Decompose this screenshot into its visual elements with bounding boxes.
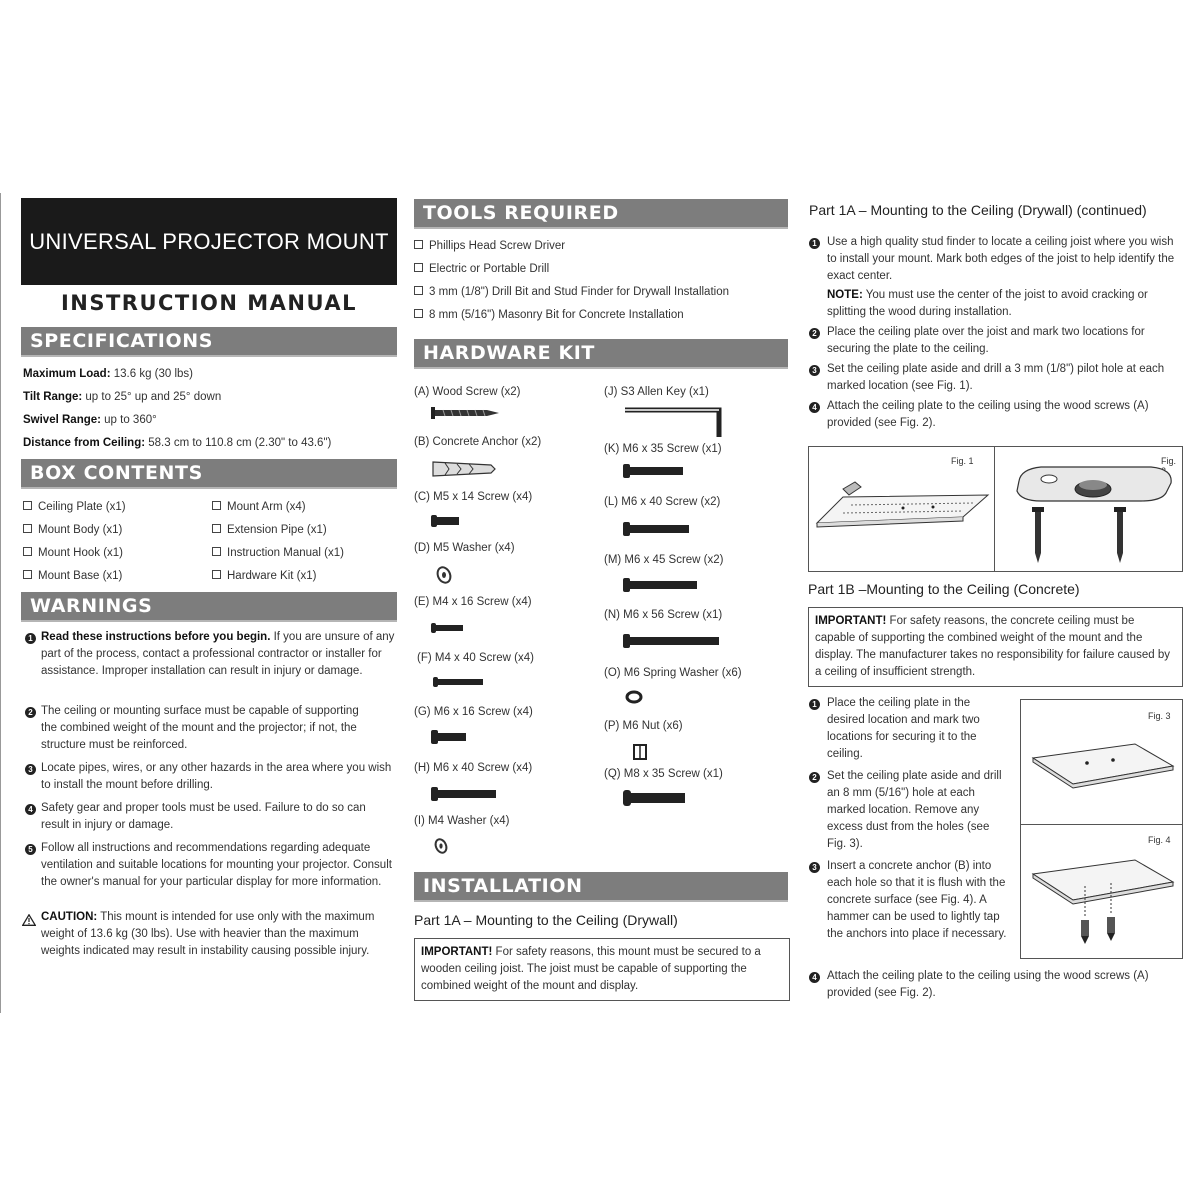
figure-label: Fig. 4 (1148, 835, 1171, 845)
step-number-icon: 3 (25, 764, 36, 775)
instruction-sheet (0, 193, 1200, 1013)
step-text: Place the ceiling plate in the desired location and mark two locations for securing it to the ceiling. (827, 697, 980, 760)
step-number-icon: 4 (809, 972, 820, 983)
screw-icon (431, 729, 469, 745)
specifications-header: SPECIFICATIONS (21, 327, 397, 357)
screw-icon (623, 633, 721, 649)
checkbox-icon (414, 309, 423, 318)
spec-distance: Distance from Ceiling: 58.3 cm to 110.8 cm (2.30" to 43.6") (23, 437, 332, 449)
step-number-icon: 1 (25, 633, 36, 644)
hardware-label: (M) M6 x 45 Screw (x2) (604, 554, 724, 566)
hardware-header: HARDWARE KIT (414, 339, 788, 369)
ceiling-drill-figure (813, 467, 991, 567)
wood-screw-icon (431, 406, 501, 420)
step-number-icon: 2 (809, 328, 820, 339)
banner-title: UNIVERSAL PROJECTOR MOUNT (29, 228, 389, 254)
important-note-concrete: IMPORTANT! For safety reasons, the concrete ceiling must be capable of supporting the combined weight of the mount and the display. The manufacturer takes no responsibility for failure caused by a ceiling of insufficient strength. (808, 607, 1183, 687)
box-item: Instruction Manual (x1) (212, 545, 344, 562)
checkbox-icon (212, 570, 221, 579)
tool-item: 8 mm (5/16") Masonry Bit for Concrete Installation (414, 307, 684, 324)
figure-3-4-panel (1020, 699, 1183, 959)
hardware-label: (G) M6 x 16 Screw (x4) (414, 706, 533, 718)
step-text: Insert a concrete anchor (B) into each hole so that it is flush with the concrete surface (see Fig. 4). A hammer can be used to lightly tap the anchors into place if necessary. (827, 860, 1007, 940)
checkbox-icon (414, 263, 423, 272)
spring-washer-icon (625, 690, 643, 704)
washer-icon (435, 565, 453, 585)
caution-icon (22, 914, 36, 926)
part-1b-title: Part 1B –Mounting to the Ceiling (Concrete) (808, 581, 1080, 597)
step-number-icon: 1 (809, 238, 820, 249)
title-banner (21, 198, 397, 285)
hardware-label: (E) M4 x 16 Screw (x4) (414, 596, 532, 608)
step-number-icon: 2 (25, 707, 36, 718)
box-item: Mount Arm (x4) (212, 499, 306, 516)
checkbox-icon (212, 547, 221, 556)
screw-icon (431, 622, 465, 634)
figure-label: Fig. (1161, 456, 1177, 466)
step-text: Place the ceiling plate over the joist and mark two locations for securing the plate to the ceiling. (827, 326, 1145, 355)
ceiling-holes-figure (1025, 726, 1180, 816)
hardware-label: (L) M6 x 40 Screw (x2) (604, 496, 721, 508)
step-number-icon: 3 (809, 365, 820, 376)
screw-icon (431, 514, 461, 528)
step-text: Use a high quality stud finder to locate a ceiling joist where you wish to install your mount. Mark both edges of the joist to help identify the exact center. (827, 236, 1175, 282)
spec-max-load: Maximum Load: 13.6 kg (30 lbs) (23, 368, 194, 380)
screw-icon (623, 789, 687, 807)
checkbox-icon (23, 570, 32, 579)
step-number-icon: 4 (809, 402, 820, 413)
hardware-label: (N) M6 x 56 Screw (x1) (604, 609, 723, 621)
hardware-label: (I) M4 Washer (x4) (414, 815, 510, 827)
hardware-label: (H) M6 x 40 Screw (x4) (414, 762, 533, 774)
box-item: Ceiling Plate (x1) (23, 499, 126, 516)
tool-item: Electric or Portable Drill (414, 261, 549, 278)
warning-item: The ceiling or mounting surface must be capable of supporting the combined weight of the mount and the projector; if not, the structure must be reinforced. (41, 705, 359, 751)
step-text: Set the ceiling plate aside and drill a 3 mm (1/8") pilot hole at each marked location (see Fig. 1). (827, 363, 1165, 392)
step-text: Set the ceiling plate aside and drill an 8 mm (5/16") hole at each marked location. Remove any excess dust from the holes (see Fig. 3). (827, 770, 1002, 850)
part-1a-continued-title: Part 1A – Mounting to the Ceiling (Drywall) (continued) (809, 202, 1147, 218)
box-item: Mount Base (x1) (23, 568, 122, 585)
allen-key-icon (623, 405, 727, 439)
step-text: Attach the ceiling plate to the ceiling using the wood screws (A) provided (see Fig. 2). (827, 970, 1149, 999)
warning-item: Locate pipes, wires, or any other hazards in the area where you wish to install the mount before drilling. (41, 762, 392, 791)
hardware-label: (K) M6 x 35 Screw (x1) (604, 443, 722, 455)
screw-icon (623, 463, 685, 479)
hardware-label: (Q) M8 x 35 Screw (x1) (604, 768, 723, 780)
part-1a-title: Part 1A – Mounting to the Ceiling (Drywall) (414, 912, 678, 928)
checkbox-icon (212, 501, 221, 510)
screw-icon (623, 521, 691, 537)
screw-icon (431, 786, 499, 802)
step-text: Attach the ceiling plate to the ceiling using the wood screws (A) provided (see Fig. 2). (827, 400, 1149, 429)
important-note-drywall: IMPORTANT! For safety reasons, this mount must be secured to a wooden ceiling joist. The joist must be capable of supporting the combined weight of the mount and display. (414, 938, 790, 1001)
warning-item: Follow all instructions and recommendations regarding adequate ventilation and suitable locations for mounting your projector. Consult the owner's manual for your particular display for more information. (41, 842, 392, 888)
step-number-icon: 3 (809, 862, 820, 873)
warning-item: Safety gear and proper tools must be used. Failure to do so can result in injury or damage. (41, 802, 366, 831)
washer-icon (432, 836, 450, 856)
hardware-label: (P) M6 Nut (x6) (604, 720, 683, 732)
box-item: Extension Pipe (x1) (212, 522, 327, 539)
manual-title: INSTRUCTION MANUAL (60, 291, 358, 315)
box-item: Mount Body (x1) (23, 522, 122, 539)
hardware-label: (C) M5 x 14 Screw (x4) (414, 491, 533, 503)
concrete-anchors-figure (1025, 846, 1180, 956)
box-item: Hardware Kit (x1) (212, 568, 316, 585)
tool-item: Phillips Head Screw Driver (414, 238, 565, 255)
tools-header: TOOLS REQUIRED (414, 199, 788, 229)
figure-label: Fig. 1 (951, 456, 974, 466)
hardware-label: (J) S3 Allen Key (x1) (604, 386, 709, 398)
warnings-header: WARNINGS (21, 592, 397, 622)
note-text: NOTE: You must use the center of the joist to avoid cracking or splitting the wood during installation. (827, 289, 1148, 318)
ceiling-plate-screws-figure (1001, 461, 1179, 571)
hardware-label: (O) M6 Spring Washer (x6) (604, 667, 742, 679)
step-number-icon: 2 (809, 772, 820, 783)
spec-tilt-range: Tilt Range: up to 25° up and 25° down (23, 391, 222, 403)
step-number-icon: 4 (25, 804, 36, 815)
box-contents-header: BOX CONTENTS (21, 459, 397, 489)
hardware-label: (F) M4 x 40 Screw (x4) (417, 652, 534, 664)
checkbox-icon (23, 547, 32, 556)
screw-icon (433, 676, 485, 688)
nut-icon (631, 742, 649, 762)
hardware-label: (D) M5 Washer (x4) (414, 542, 515, 554)
checkbox-icon (414, 286, 423, 295)
checkbox-icon (23, 524, 32, 533)
hardware-label: (B) Concrete Anchor (x2) (414, 436, 542, 448)
hardware-label: (A) Wood Screw (x2) (414, 386, 521, 398)
checkbox-icon (414, 240, 423, 249)
step-number-icon: 5 (25, 844, 36, 855)
installation-header: INSTALLATION (414, 872, 788, 902)
figure-label: Fig. 3 (1148, 711, 1171, 721)
caution-text: CAUTION: This mount is intended for use only with the maximum weight of 13.6 kg (30 lbs). Use with heavier than the maximum weights indicated may result in instability causing possible injury. (41, 911, 375, 957)
spec-swivel-range: Swivel Range: up to 360° (23, 414, 157, 426)
concrete-anchor-icon (431, 459, 497, 479)
box-item: Mount Hook (x1) (23, 545, 123, 562)
warning-item: Read these instructions before you begin. If you are unsure of any part of the process, contact a professional contractor or installer for assistance. Improper installation can result in injury or damage. (41, 631, 395, 677)
screw-icon (623, 577, 699, 593)
figure-1-2-panel (808, 446, 1183, 572)
checkbox-icon (212, 524, 221, 533)
step-number-icon: 1 (809, 699, 820, 710)
checkbox-icon (23, 501, 32, 510)
tool-item: 3 mm (1/8") Drill Bit and Stud Finder for Drywall Installation (414, 284, 729, 301)
